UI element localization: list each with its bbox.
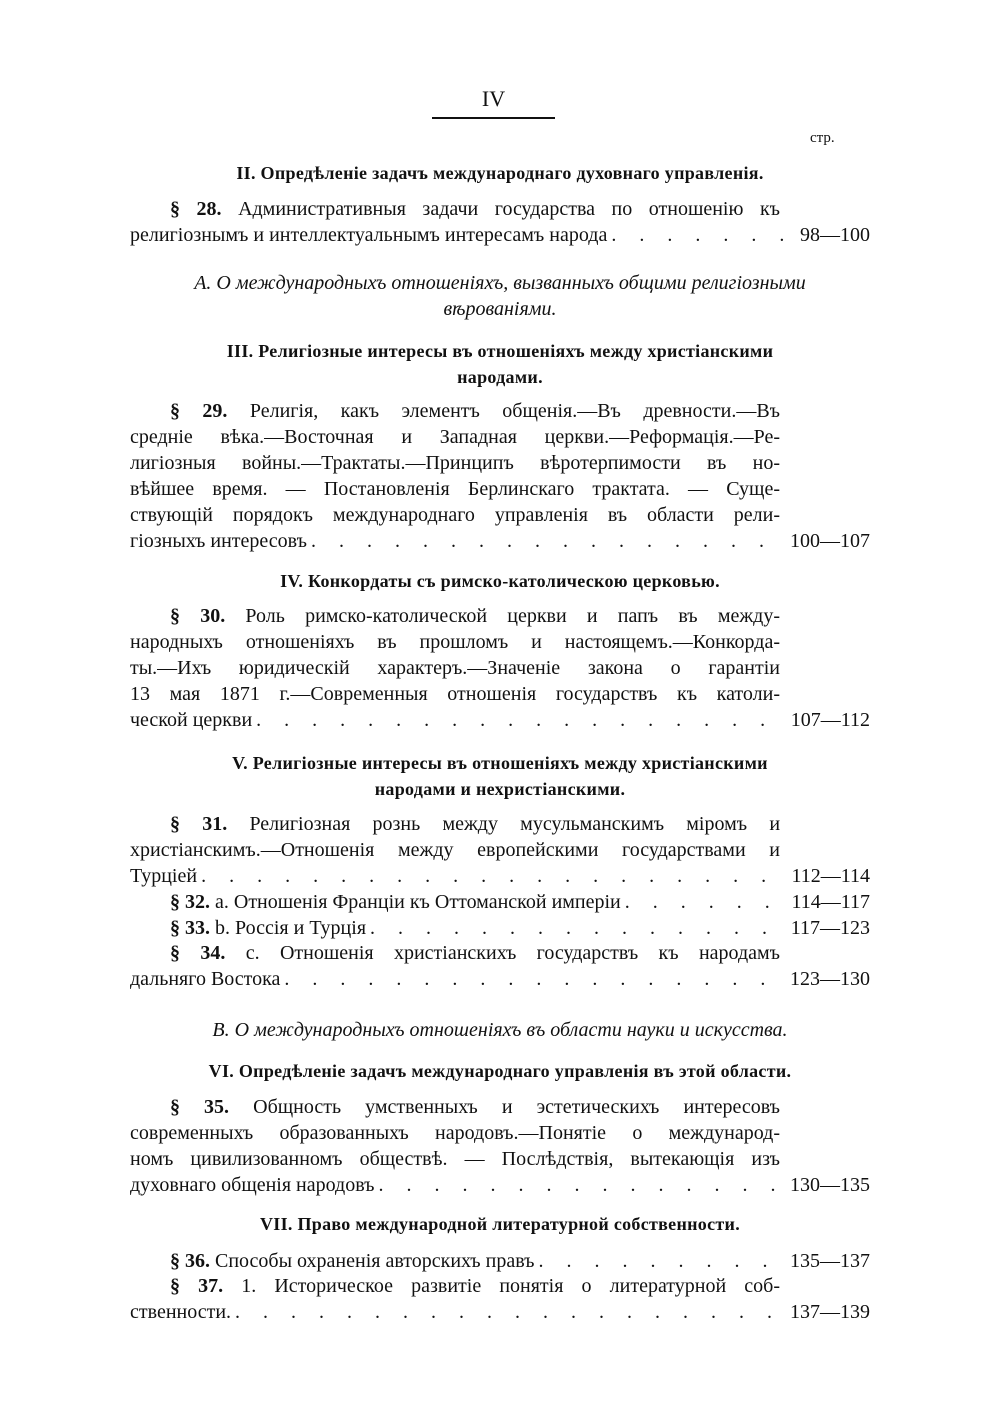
paragraph-number: § 36. [170, 1250, 210, 1272]
entry-text: религіознымъ и интеллектуальнымъ интересамъ народа [130, 224, 608, 246]
entry-35-line: современныхъ образованныхъ народовъ.—Понятіе о международ- [130, 1122, 780, 1144]
paragraph-number: § 33. [170, 917, 210, 939]
entry-28-line [170, 196, 780, 222]
entry-29-line: лигіозныя войны.—Трактаты.—Принципъ вѣротерпимости въ но- [130, 452, 780, 474]
dot-leader [611, 222, 796, 248]
dot-leader [284, 966, 786, 992]
part-heading-a-cont: вѣрованіями. [443, 298, 557, 320]
entry-37-line [170, 1273, 780, 1299]
entry-text: Административныя задачи государства по отношенію къ [238, 198, 781, 220]
page-range: 100—107 [790, 530, 870, 552]
section-heading-v-cont: народами и нехристіанскими. [374, 779, 626, 799]
page-range: 107—112 [790, 709, 870, 731]
page-range: 137—139 [790, 1301, 870, 1323]
section-heading-vi: VI. Опредѣленіе задачъ международнаго управленія въ этой области. [208, 1061, 792, 1081]
dot-leader [370, 915, 787, 941]
dot-leader [625, 889, 788, 915]
entry-text: духовнаго общенія народовъ [130, 1174, 375, 1196]
dot-leader [201, 863, 787, 889]
page-range: 135—137 [790, 1250, 870, 1272]
dot-leader [235, 1299, 786, 1325]
section-heading-iii-cont: народами. [457, 367, 543, 387]
section-heading-iv: IV. Конкордаты съ римско-католическою церковью. [280, 571, 720, 591]
paragraph-number: § 31. [170, 813, 228, 835]
entry-text: дальняго Востока [130, 968, 281, 990]
entry-text: Турціей [130, 865, 198, 887]
entry-30-last-line [130, 707, 870, 733]
entry-text: Религія, какъ элементъ общенія.—Въ древности.—Въ [249, 400, 781, 422]
entry-35-last-line [130, 1172, 870, 1198]
page-range: 114—117 [791, 891, 870, 913]
entry-text: ственности. [130, 1301, 232, 1323]
entry-28-last-line [130, 222, 870, 248]
page-column-label: стр. [810, 130, 835, 146]
entry-29-line: ствующій порядокъ международнаго управленія въ области рели- [130, 504, 780, 526]
entry-29-line: вѣйшее время. — Постановленія Берлинскаго трактата. — Суще- [130, 478, 780, 500]
entry-36-line [170, 1248, 870, 1274]
entry-text: a. Отношенія Франціи къ Оттоманской имперіи [215, 891, 621, 913]
paragraph-number: § 32. [170, 891, 210, 913]
page-number: IV [481, 86, 506, 111]
entry-text: 1. Историческое развитіе понятія о литературной соб- [241, 1275, 781, 1297]
dot-leader [311, 528, 786, 554]
section-heading-ii: II. Опредѣленіе задачъ международнаго духовнаго управленія. [236, 163, 764, 183]
entry-35-line [170, 1094, 780, 1120]
section-heading-v: V. Религіозные интересы въ отношеніяхъ между христіанскими [232, 753, 768, 773]
part-heading-b: В. О международныхъ отношеніяхъ въ области науки и искусства. [212, 1019, 788, 1041]
entry-29-last-line [130, 528, 870, 554]
paragraph-number: § 34. [170, 942, 226, 964]
dot-leader [256, 707, 787, 733]
section-heading-iii: III. Религіозные интересы въ отношеніяхъ между христіанскими [226, 341, 774, 361]
entry-30-line: 13 мая 1871 г.—Современныя отношенія государствъ къ католи- [130, 683, 780, 705]
part-heading-a: А. О международныхъ отношеніяхъ, вызванныхъ общими религіозными [194, 272, 806, 294]
page-range: 112—114 [791, 865, 870, 887]
paragraph-number: § 28. [170, 198, 222, 220]
entry-text: ческой церкви [130, 709, 253, 731]
entry-text: b. Россія и Турція [215, 917, 367, 939]
entry-31-line: христіанскимъ.—Отношенія между европейскими государствами и [130, 839, 780, 861]
page-range: 130—135 [790, 1174, 870, 1196]
entry-30-line [170, 603, 780, 629]
entry-32-line [170, 889, 870, 915]
paragraph-number: § 29. [170, 400, 228, 422]
entry-29-line: средніе вѣка.—Восточная и Западная церкви.—Реформація.—Ре- [130, 426, 780, 448]
entry-30-line: ты.—Ихъ юридическій характеръ.—Значеніе закона о гарантіи [130, 657, 780, 679]
entry-31-line [170, 811, 780, 837]
entry-31-last-line [130, 863, 870, 889]
entry-34-line [170, 940, 780, 966]
page-range: 98—100 [800, 224, 870, 246]
entry-text: Роль римско-католической церкви и папъ въ между- [245, 605, 781, 627]
entry-text: Общность умственныхъ и эстетическихъ интересовъ [253, 1096, 781, 1118]
entry-text: Способы охраненія авторскихъ правъ [215, 1250, 535, 1272]
page-range: 123—130 [790, 968, 870, 990]
paragraph-number: § 30. [170, 605, 226, 627]
paragraph-number: § 37. [170, 1275, 224, 1297]
entry-text: гіозныхъ интересовъ [130, 530, 307, 552]
paragraph-number: § 35. [170, 1096, 230, 1118]
entry-30-line: народныхъ отношеніяхъ въ прошломъ и настоящемъ.—Конкорда- [130, 631, 780, 653]
entry-text: c. Отношенія христіанскихъ государствъ къ народамъ [245, 942, 781, 964]
entry-35-line: номъ цивилизованномъ обществѣ. — Послѣдствія, вытекающія изъ [130, 1148, 780, 1170]
entry-29-line [170, 398, 780, 424]
section-heading-vii: VII. Право международной литературной собственности. [259, 1214, 740, 1234]
entry-37-last-line [130, 1299, 870, 1325]
page-range: 117—123 [790, 917, 870, 939]
entry-34-last-line [130, 966, 870, 992]
entry-text: Религіозная рознь между мусульманскимъ міромъ и [249, 813, 781, 835]
header-rule [432, 117, 555, 119]
dot-leader [539, 1248, 787, 1274]
dot-leader [379, 1172, 786, 1198]
entry-33-line [170, 915, 870, 941]
